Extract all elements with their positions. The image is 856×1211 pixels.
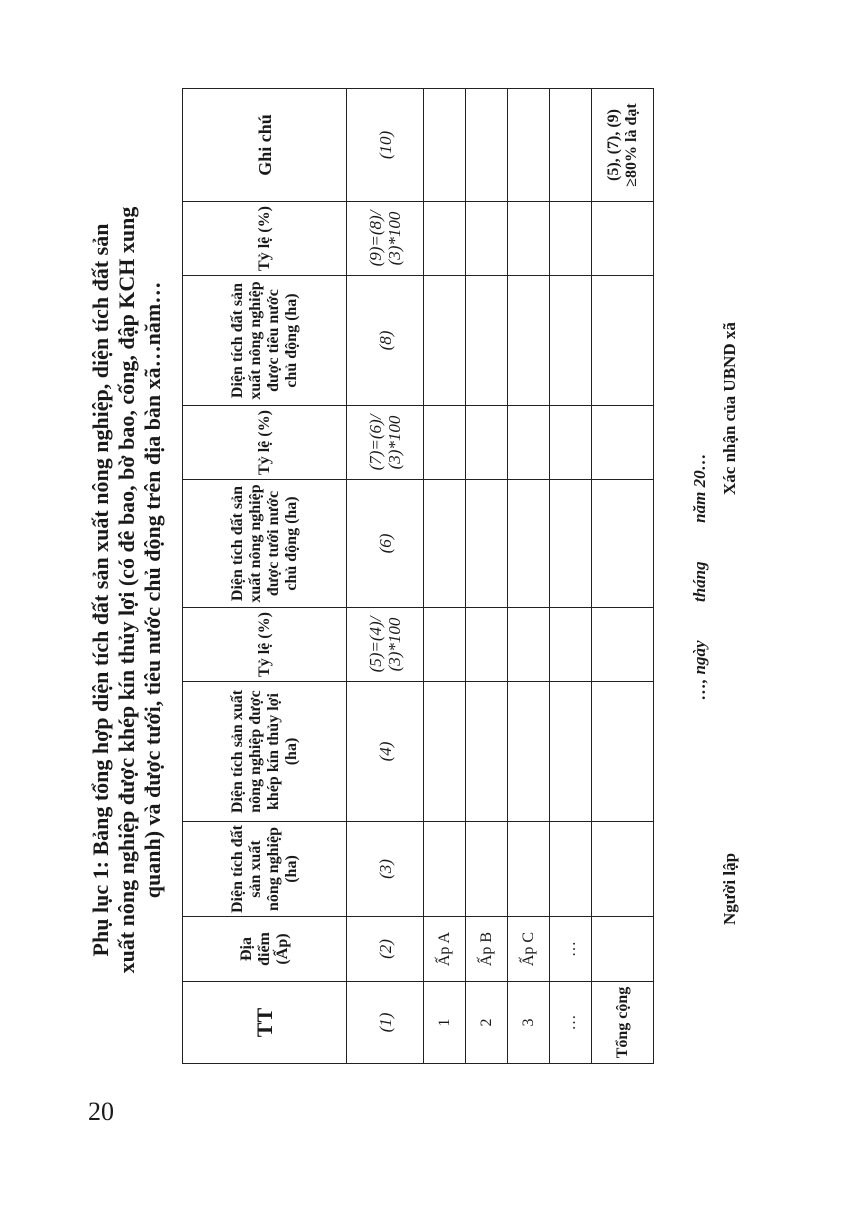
index-cell: (7)=(6)/ (3)*100 — [347, 406, 424, 480]
table-index-row — [347, 89, 424, 1064]
table-row — [424, 89, 466, 1064]
page-number: 20 — [88, 1097, 114, 1126]
index-cell: (6) — [347, 480, 424, 608]
table-row — [466, 89, 508, 1064]
index-cell: (3) — [347, 822, 424, 917]
date-year: năm 20… — [690, 453, 709, 523]
header-cell: Diện tích đất sản xuất nông nghiệp (ha) — [183, 822, 347, 917]
header-cell: Địa điểm (Ấp) — [183, 917, 347, 982]
index-cell: (10) — [347, 89, 424, 202]
table-row — [550, 89, 592, 1064]
date-prefix: …, ngày — [690, 640, 709, 700]
ap-cell: Ấp B — [466, 917, 508, 982]
index-cell: (1) — [347, 982, 424, 1064]
header-cell: Tỷ lệ (%) — [183, 608, 347, 682]
title-line-3: quanh) và được tưới, tiêu nước chủ động trên địa bàn xã…năm… — [140, 281, 165, 899]
tt-cell: 2 — [466, 982, 508, 1064]
header-cell: Diện tích đất sản xuất nông nghiệp được tiêu nước chủ động (ha) — [183, 276, 347, 406]
index-cell: (5)=(4)/ (3)*100 — [347, 608, 424, 682]
index-cell: (2) — [347, 917, 424, 982]
ap-cell: Ấp A — [424, 917, 466, 982]
table-header-row — [183, 89, 347, 1064]
index-cell: (8) — [347, 276, 424, 406]
header-cell: Tỷ lệ (%) — [183, 406, 347, 480]
tt-cell: … — [550, 982, 592, 1064]
header-cell: Diện tích đất sản xuất nông nghiệp được tưới nước chủ động (ha) — [183, 480, 347, 608]
tt-cell: 3 — [508, 982, 550, 1064]
tt-cell: 1 — [424, 982, 466, 1064]
total-label: Tổng cộng — [592, 982, 654, 1064]
signature-date — [690, 180, 710, 700]
date-month: tháng — [690, 561, 709, 602]
summary-table — [182, 88, 654, 1064]
commune-confirmation: Xác nhận của UBND xã — [720, 322, 739, 495]
page-title — [88, 120, 166, 1060]
header-cell: Diện tích sản xuất nông nghiệp được khép kín thủy lợi (ha) — [183, 682, 347, 822]
index-cell: (9)=(8)/ (3)*100 — [347, 202, 424, 276]
preparer-label: Người lập — [720, 852, 739, 925]
title-line-1: Phụ lục 1: Bảng tổng hợp diện tích đất sản xuất nông nghiệp, diện tích đất sản — [88, 223, 113, 957]
title-line-2: xuất nông nghiệp được khép kín thủy lợi (có đê bao, bờ bao, cống, đập KCH xung — [114, 206, 139, 974]
ap-cell: … — [550, 917, 592, 982]
header-cell: Tỷ lệ (%) — [183, 202, 347, 276]
index-cell: (4) — [347, 682, 424, 822]
ap-cell: Ấp C — [508, 917, 550, 982]
total-note: (5), (7), (9) ≥80% là đạt — [592, 89, 654, 202]
table-total-row — [592, 89, 654, 1064]
header-cell: TT — [183, 982, 347, 1064]
header-cell: Ghi chú — [183, 89, 347, 202]
table-row — [508, 89, 550, 1064]
